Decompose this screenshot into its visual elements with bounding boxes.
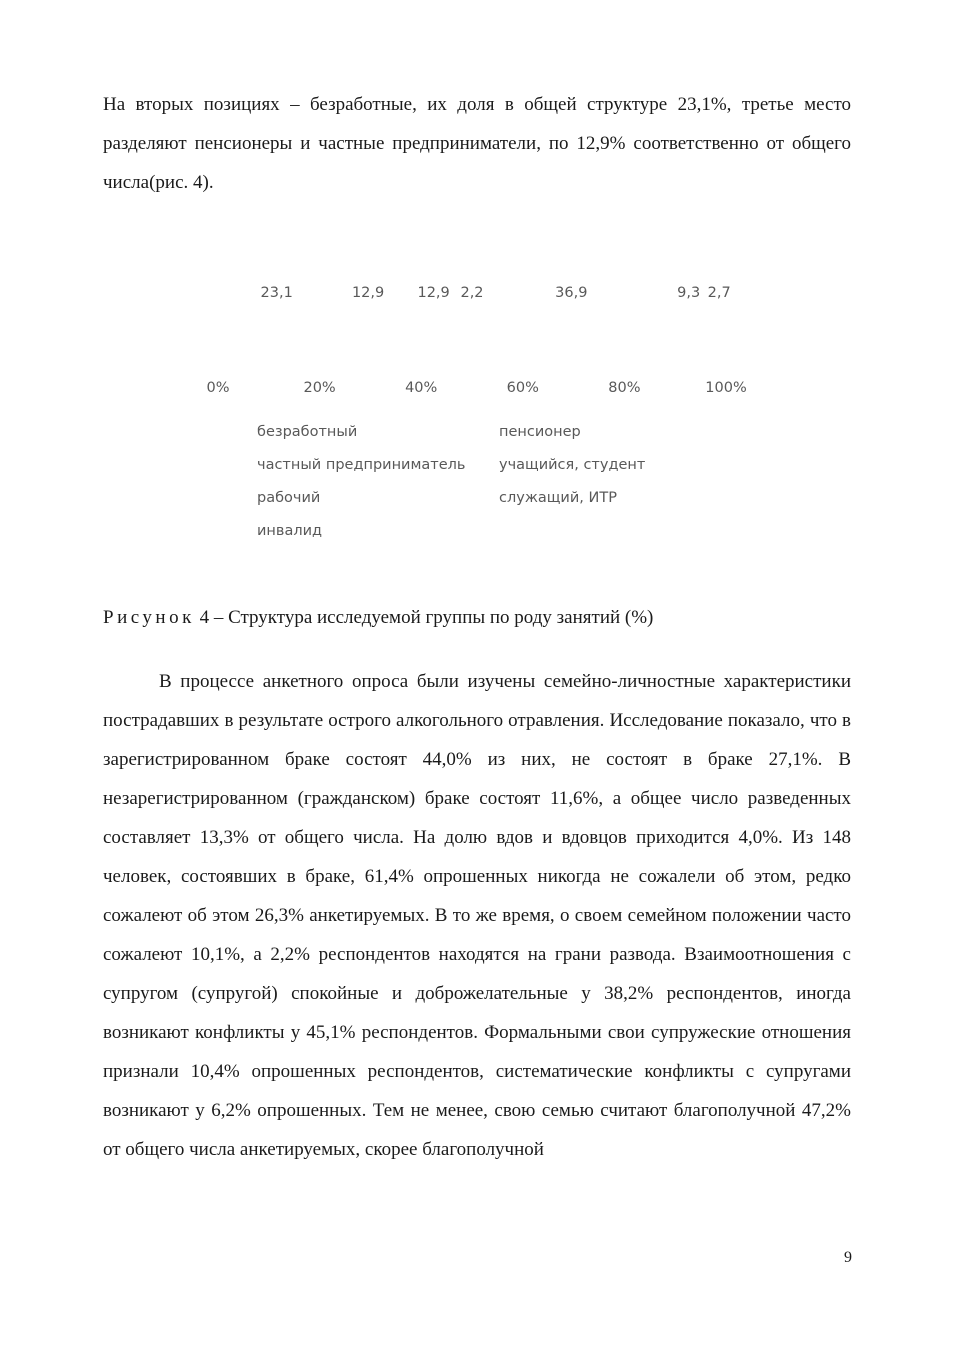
x-tick-label: 60% xyxy=(506,380,539,396)
data-label: 23,1 xyxy=(260,285,293,301)
legend-entry: безработный xyxy=(257,424,358,440)
figure-caption-text: 4 – Структура исследуемой группы по роду занятий (%) xyxy=(194,607,654,628)
x-tick-label: 80% xyxy=(608,380,641,396)
x-tick-label: 40% xyxy=(405,380,438,396)
data-label: 2,2 xyxy=(460,285,484,301)
paragraph-intro: На вторых позициях – безработные, их доля в общей структуре 23,1%, третье место разделяют пенсионеры и частные предприниматели, по 12,9% соответственно от общего числа(рис. 4). xyxy=(103,94,851,193)
data-label: 12,9 xyxy=(351,285,385,301)
page-number: 9 xyxy=(844,1249,852,1266)
data-label: 36,9 xyxy=(555,285,588,301)
data-label: 12,9 xyxy=(417,285,450,301)
paragraph-family-characteristics: В процессе анкетного опроса были изучены семейно-личностные характеристики пострадавших в результате острого алкогольного отравления. Исследование показало, что в зарегистрированном браке состоят 44,0% из них, не состоят в браке 27,1%. В незарегистрированном (гражданском) браке состоят 11,6%, а общее число разведенных составляет 13,3% от общего числа. На долю вдов и вдовцов приходится 4,0%. Из 148 человек, состоявших в браке, 61,4% опрошенных никогда не сожалели об этом, редко сожалеют об этом 26,3% анкетируемых. В то же время, о своем семейном положении часто сожалеют 10,1%, а 2,2% респондентов находятся на грани развода. Взаимоотношения с супругом (супругой) спокойные и доброжелательные у 38,2% респондентов, иногда возникают конфликты у 45,1% респондентов. Формальными свои супружеские отношения признали 10,4% опрошенных респондентов, систематические конфликты с супругами возникают у 6,2% опрошенных. Тем не менее, свою семью считают благополучной 47,2% от общего числа анкетируемых, скорее благополучной xyxy=(103,671,851,1160)
legend-entry: учащийся, студент xyxy=(499,457,646,473)
data-label: 2,7 xyxy=(707,285,731,301)
legend-entry: инвалид xyxy=(257,523,323,539)
data-label: 9,3 xyxy=(677,285,701,301)
x-tick-label: 20% xyxy=(303,380,336,396)
figure-caption xyxy=(103,598,851,637)
figure-caption-lead: Рисунок xyxy=(103,607,195,628)
legend-entry: служащий, ИТР xyxy=(499,490,617,506)
occupation-stacked-bar-chart xyxy=(190,270,780,560)
legend xyxy=(257,424,646,539)
legend-entry: частный предприниматель xyxy=(257,457,466,473)
x-tick-label: 100% xyxy=(705,380,747,396)
legend-entry: рабочий xyxy=(257,490,321,506)
legend-entry: пенсионер xyxy=(499,424,581,440)
x-axis-tick-layer xyxy=(206,380,746,396)
x-tick-label: 0% xyxy=(206,380,230,396)
